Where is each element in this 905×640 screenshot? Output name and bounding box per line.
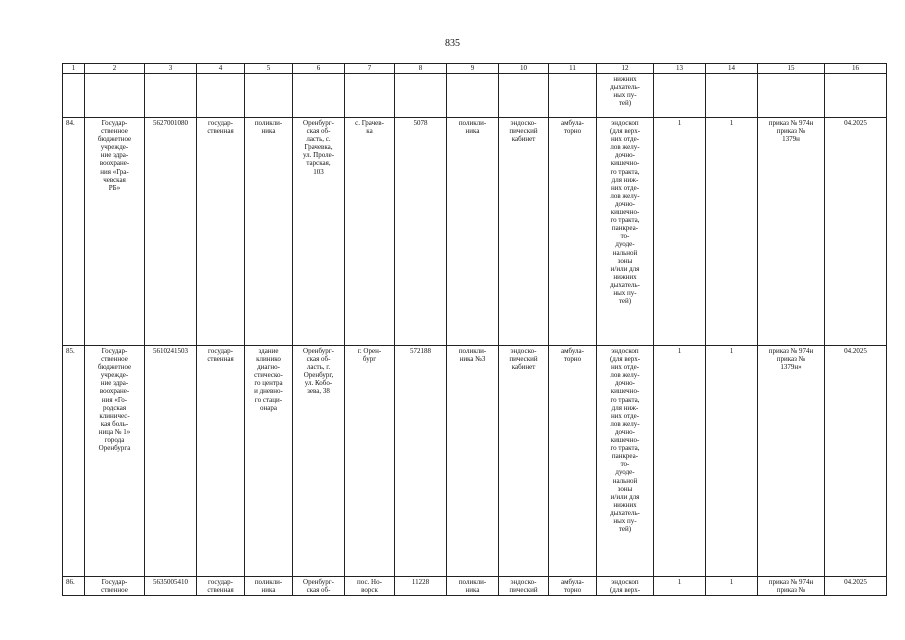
code-cell: 572188 [395, 346, 447, 577]
column-number: 13 [654, 64, 706, 74]
column-number: 10 [499, 64, 549, 74]
column-number: 7 [345, 64, 395, 74]
count-cell: 1 [706, 118, 758, 346]
care-cell: амбула- торно [549, 577, 597, 596]
date-cell: 04.2025 [825, 346, 887, 577]
organization-cell: Государ- ственное [85, 577, 145, 596]
row-number: 84. [63, 118, 85, 346]
column-number: 9 [447, 64, 499, 74]
empty-cell [549, 74, 597, 118]
inn-cell: 5627001080 [145, 118, 197, 346]
empty-cell [499, 74, 549, 118]
page-number: 835 [445, 38, 460, 49]
column-number: 12 [597, 64, 654, 74]
empty-cell [447, 74, 499, 118]
address-cell: Оренбург- ская об- ласть, с. Грачевка, ул. Проле- тарская, 103 [293, 118, 345, 346]
column-number: 4 [197, 64, 245, 74]
unit-cell: поликли- ника [447, 577, 499, 596]
address-cell: Оренбург- ская об- ласть, г. Оренбург, ул. Кобо- зева, 38 [293, 346, 345, 577]
ownership-cell: государ- ственная [197, 577, 245, 596]
room-cell: эндоско- пический кабинет [499, 118, 549, 346]
empty-cell [395, 74, 447, 118]
unit-cell: поликли- ника №3 [447, 346, 499, 577]
empty-cell [63, 74, 85, 118]
column-number: 6 [293, 64, 345, 74]
count-cell: 1 [654, 346, 706, 577]
count-cell: 1 [706, 346, 758, 577]
room-cell: эндоско- пический кабинет [499, 346, 549, 577]
organization-cell: Государ- ственное бюджетное учрежде- ние здра- воохране- ния «Гра- чевская РБ» [85, 118, 145, 346]
room-cell: эндоско- пический [499, 577, 549, 596]
care-cell: амбула- торно [549, 346, 597, 577]
locality-cell: с. Грачев- ка [345, 118, 395, 346]
equipment-cell: нижних дыхатель- ных пу- тей) [597, 74, 654, 118]
empty-cell [758, 74, 825, 118]
table-row [63, 118, 887, 346]
column-number: 16 [825, 64, 887, 74]
column-number: 2 [85, 64, 145, 74]
empty-cell [245, 74, 293, 118]
date-cell: 04.2025 [825, 118, 887, 346]
care-cell: амбула- торно [549, 118, 597, 346]
empty-cell [293, 74, 345, 118]
registry-table [62, 63, 887, 596]
address-cell: Оренбург- ская об- [293, 577, 345, 596]
continuation-row [63, 74, 887, 118]
organization-cell: Государ- ственное бюджетное учрежде- ние здра- воохране- ния «Го- родская клиничес- кая боль- ница № 1» города Оренбурга [85, 346, 145, 577]
column-number-row [63, 64, 887, 74]
count-cell: 1 [706, 577, 758, 596]
equipment-cell: эндоскоп (для верх- [597, 577, 654, 596]
column-number: 8 [395, 64, 447, 74]
locality-cell: пос. Но- ворск [345, 577, 395, 596]
code-cell: 11228 [395, 577, 447, 596]
count-cell: 1 [654, 118, 706, 346]
empty-cell [654, 74, 706, 118]
date-cell: 04.2025 [825, 577, 887, 596]
inn-cell: 5610241503 [145, 346, 197, 577]
column-number: 14 [706, 64, 758, 74]
inn-cell: 5635005410 [145, 577, 197, 596]
count-cell: 1 [654, 577, 706, 596]
empty-cell [345, 74, 395, 118]
order-cell: приказ № 974н приказ № 1379н [758, 118, 825, 346]
empty-cell [706, 74, 758, 118]
empty-cell [85, 74, 145, 118]
building-cell: поликли- ника [245, 577, 293, 596]
ownership-cell: государ- ственная [197, 118, 245, 346]
column-number: 3 [145, 64, 197, 74]
order-cell: приказ № 974н приказ № 1379н» [758, 346, 825, 577]
table-row [63, 577, 887, 596]
column-number: 11 [549, 64, 597, 74]
order-cell: приказ № 974н приказ № [758, 577, 825, 596]
building-cell: поликли- ника [245, 118, 293, 346]
column-number: 1 [63, 64, 85, 74]
column-number: 5 [245, 64, 293, 74]
table-row [63, 346, 887, 577]
ownership-cell: государ- ственная [197, 346, 245, 577]
empty-cell [825, 74, 887, 118]
building-cell: здание клинико диагно- стическо- го центра и дневно- го стаци- онара [245, 346, 293, 577]
unit-cell: поликли- ника [447, 118, 499, 346]
row-number: 86. [63, 577, 85, 596]
equipment-cell: эндоскоп (для верх- них отде- лов желу- дочно- кишечно- го тракта, для ниж- них отде- лов желу- дочно- кишечно- го тракта, панкреа- то- дуоде- нальной зоны и/или для нижних дыхатель- ных пу- тей) [597, 118, 654, 346]
row-number: 85. [63, 346, 85, 577]
empty-cell [145, 74, 197, 118]
code-cell: 5078 [395, 118, 447, 346]
column-number: 15 [758, 64, 825, 74]
equipment-cell: эндоскоп (для верх- них отде- лов желу- дочно- кишечно- го тракта, для ниж- них отде- лов желу- дочно- кишечно- го тракта, панкреа- то- дуоде- нальной зоны и/или для нижних дыхатель- ных пу- тей) [597, 346, 654, 577]
empty-cell [197, 74, 245, 118]
locality-cell: г. Орен- бург [345, 346, 395, 577]
